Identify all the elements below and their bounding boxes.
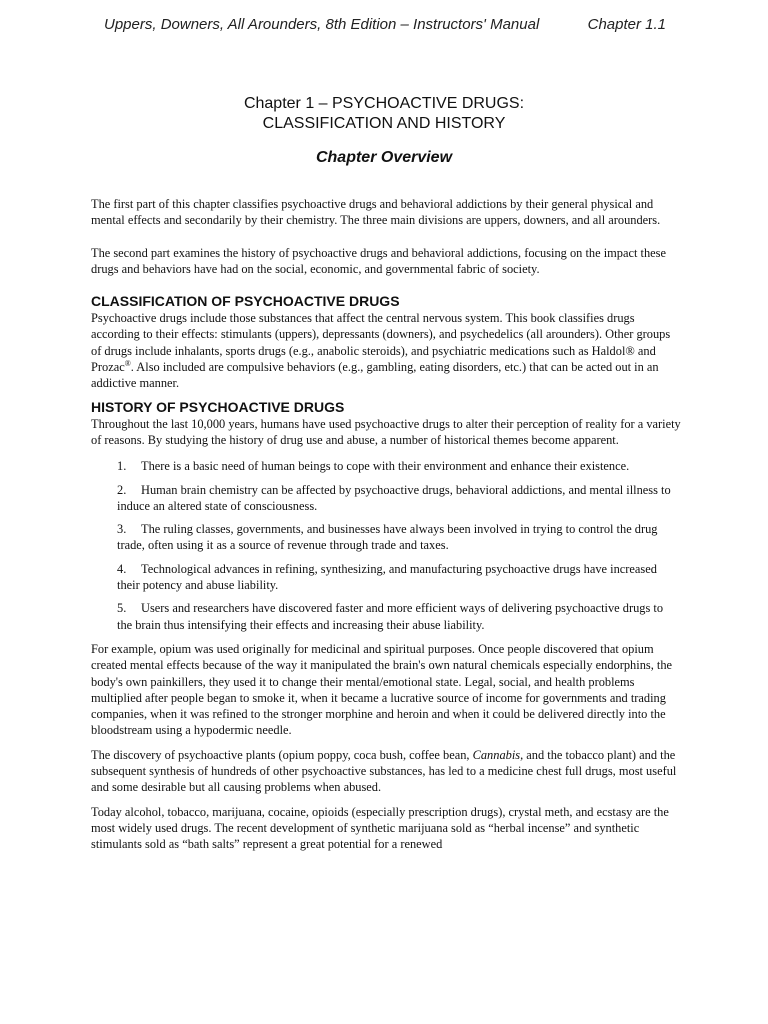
discovery-text-a: The discovery of psychoactive plants (opium poppy, coca bush, coffee bean, (91, 747, 473, 762)
classification-text-b: . Also included are compulsive behaviors (e.g., gambling, eating disorders, etc.) that can be acted out in an addictive manner. (91, 360, 659, 391)
header-book-title: Uppers, Downers, All Arounders, 8th Edition – Instructors' Manual (104, 16, 540, 33)
list-item-number: 5. (117, 601, 127, 616)
list-item (117, 561, 681, 594)
today-paragraph: Today alcohol, tobacco, marijuana, cocaine, opioids (especially prescription drugs), crystal meth, and ecstasy are the most widely used drugs. The recent development of synthetic marijuana sold as “herbal incense” and synthetic stimulants sold as “bath salts” represent a great potential for a renewed (91, 804, 669, 852)
running-header (104, 16, 666, 38)
discovery-paragraph (91, 747, 681, 796)
history-intro-paragraph: Throughout the last 10,000 years, humans have used psychoactive drugs to alter their perception of reality for a variety of reasons. By studying the history of drug use and abuse, a number of historical themes become apparent. (91, 416, 681, 447)
chapter-title-line-1: Chapter 1 – PSYCHOACTIVE DRUGS: (243, 95, 525, 112)
list-item-text: Technological advances in refining, synthesizing, and manufacturing psychoactive drugs have increased their potency and abuse liability. (117, 561, 657, 593)
header-chapter-number: Chapter 1.1 (587, 16, 666, 33)
overview-paragraph-1: The first part of this chapter classifies psychoactive drugs and behavioral addictions by their general physical and mental effects and secondarily by their chemistry. The three main divisions are uppers, downers, and all arounders. (91, 197, 661, 228)
list-item (117, 521, 681, 554)
historical-themes-list (91, 458, 681, 633)
history-heading: HISTORY OF PSYCHOACTIVE DRUGS (91, 398, 345, 415)
list-item (117, 482, 681, 515)
discovery-text-b: and the tobacco plant) and the subsequent synthesis of hundreds of other psychoactive substances, has led to a medicine chest full drugs, most useful and some desirable but all causing problems when abused. (91, 747, 677, 795)
classification-paragraph (91, 310, 681, 391)
list-item-text: Human brain chemistry can be affected by psychoactive drugs, behavioral addictions, and mental illness to induce an altered state of consciousness. (117, 482, 671, 513)
list-item-number: 4. (117, 561, 127, 576)
list-item-number: 3. (117, 522, 127, 537)
list-item-number: 2. (117, 482, 127, 497)
list-item-text: Users and researchers have discovered faster and more efficient ways of delivering psychoactive drugs to the brain thus intensifying their effects and increasing their abuse liability. (117, 601, 664, 632)
chapter-overview-heading: Chapter Overview (315, 149, 453, 166)
overview-paragraph-2: The second part examines the history of psychoactive drugs and behavioral addictions, focusing on the impact these drugs and behaviors have had on the social, economic, and governmental fabric of society. (91, 245, 666, 276)
classification-text-a: Psychoactive drugs include those substances that affect the central nervous system. This book classifies drugs according to their effects: stimulants (uppers), depressants (downers), and psychedelics (all arounders). Other groups of drugs include inhalants, sports drugs (e.g., anabolic steroids), and psychiatric medications such as Haldol® and Prozac (91, 311, 671, 375)
registered-mark: ® (124, 358, 131, 368)
classification-heading: CLASSIFICATION OF PSYCHOACTIVE DRUGS (91, 293, 400, 310)
list-item (117, 600, 681, 633)
list-item (117, 458, 681, 474)
list-item-text: There is a basic need of human beings to cope with their environment and enhance their existence. (141, 459, 630, 474)
chapter-title-block (0, 94, 768, 167)
chapter-title-line-2: CLASSIFICATION AND HISTORY (262, 115, 506, 132)
document-body (91, 196, 681, 853)
list-item-number: 1. (117, 459, 127, 474)
opium-example-paragraph: For example, opium was used originally for medicinal and spiritual purposes. Once people discovered that opium created mental effects because of the way it manipulated the brain's own natural chemicals especially endorphins, the body's own painkillers, they used it to change their mental/emotional state. Legal, social, and health problems multiplied after people began to smoke it, when it became a lucrative source of income for governments and trading companies, when it was refined to the stronger morphine and heroin and when it could be delivered directly into the bloodstream using a hypodermic needle. (91, 641, 673, 738)
cannabis-italic: Cannabis, (472, 747, 524, 762)
list-item-text: The ruling classes, governments, and businesses have always been involved in trying to control the drug trade, often using it as a source of revenue through trade and taxes. (117, 522, 658, 553)
